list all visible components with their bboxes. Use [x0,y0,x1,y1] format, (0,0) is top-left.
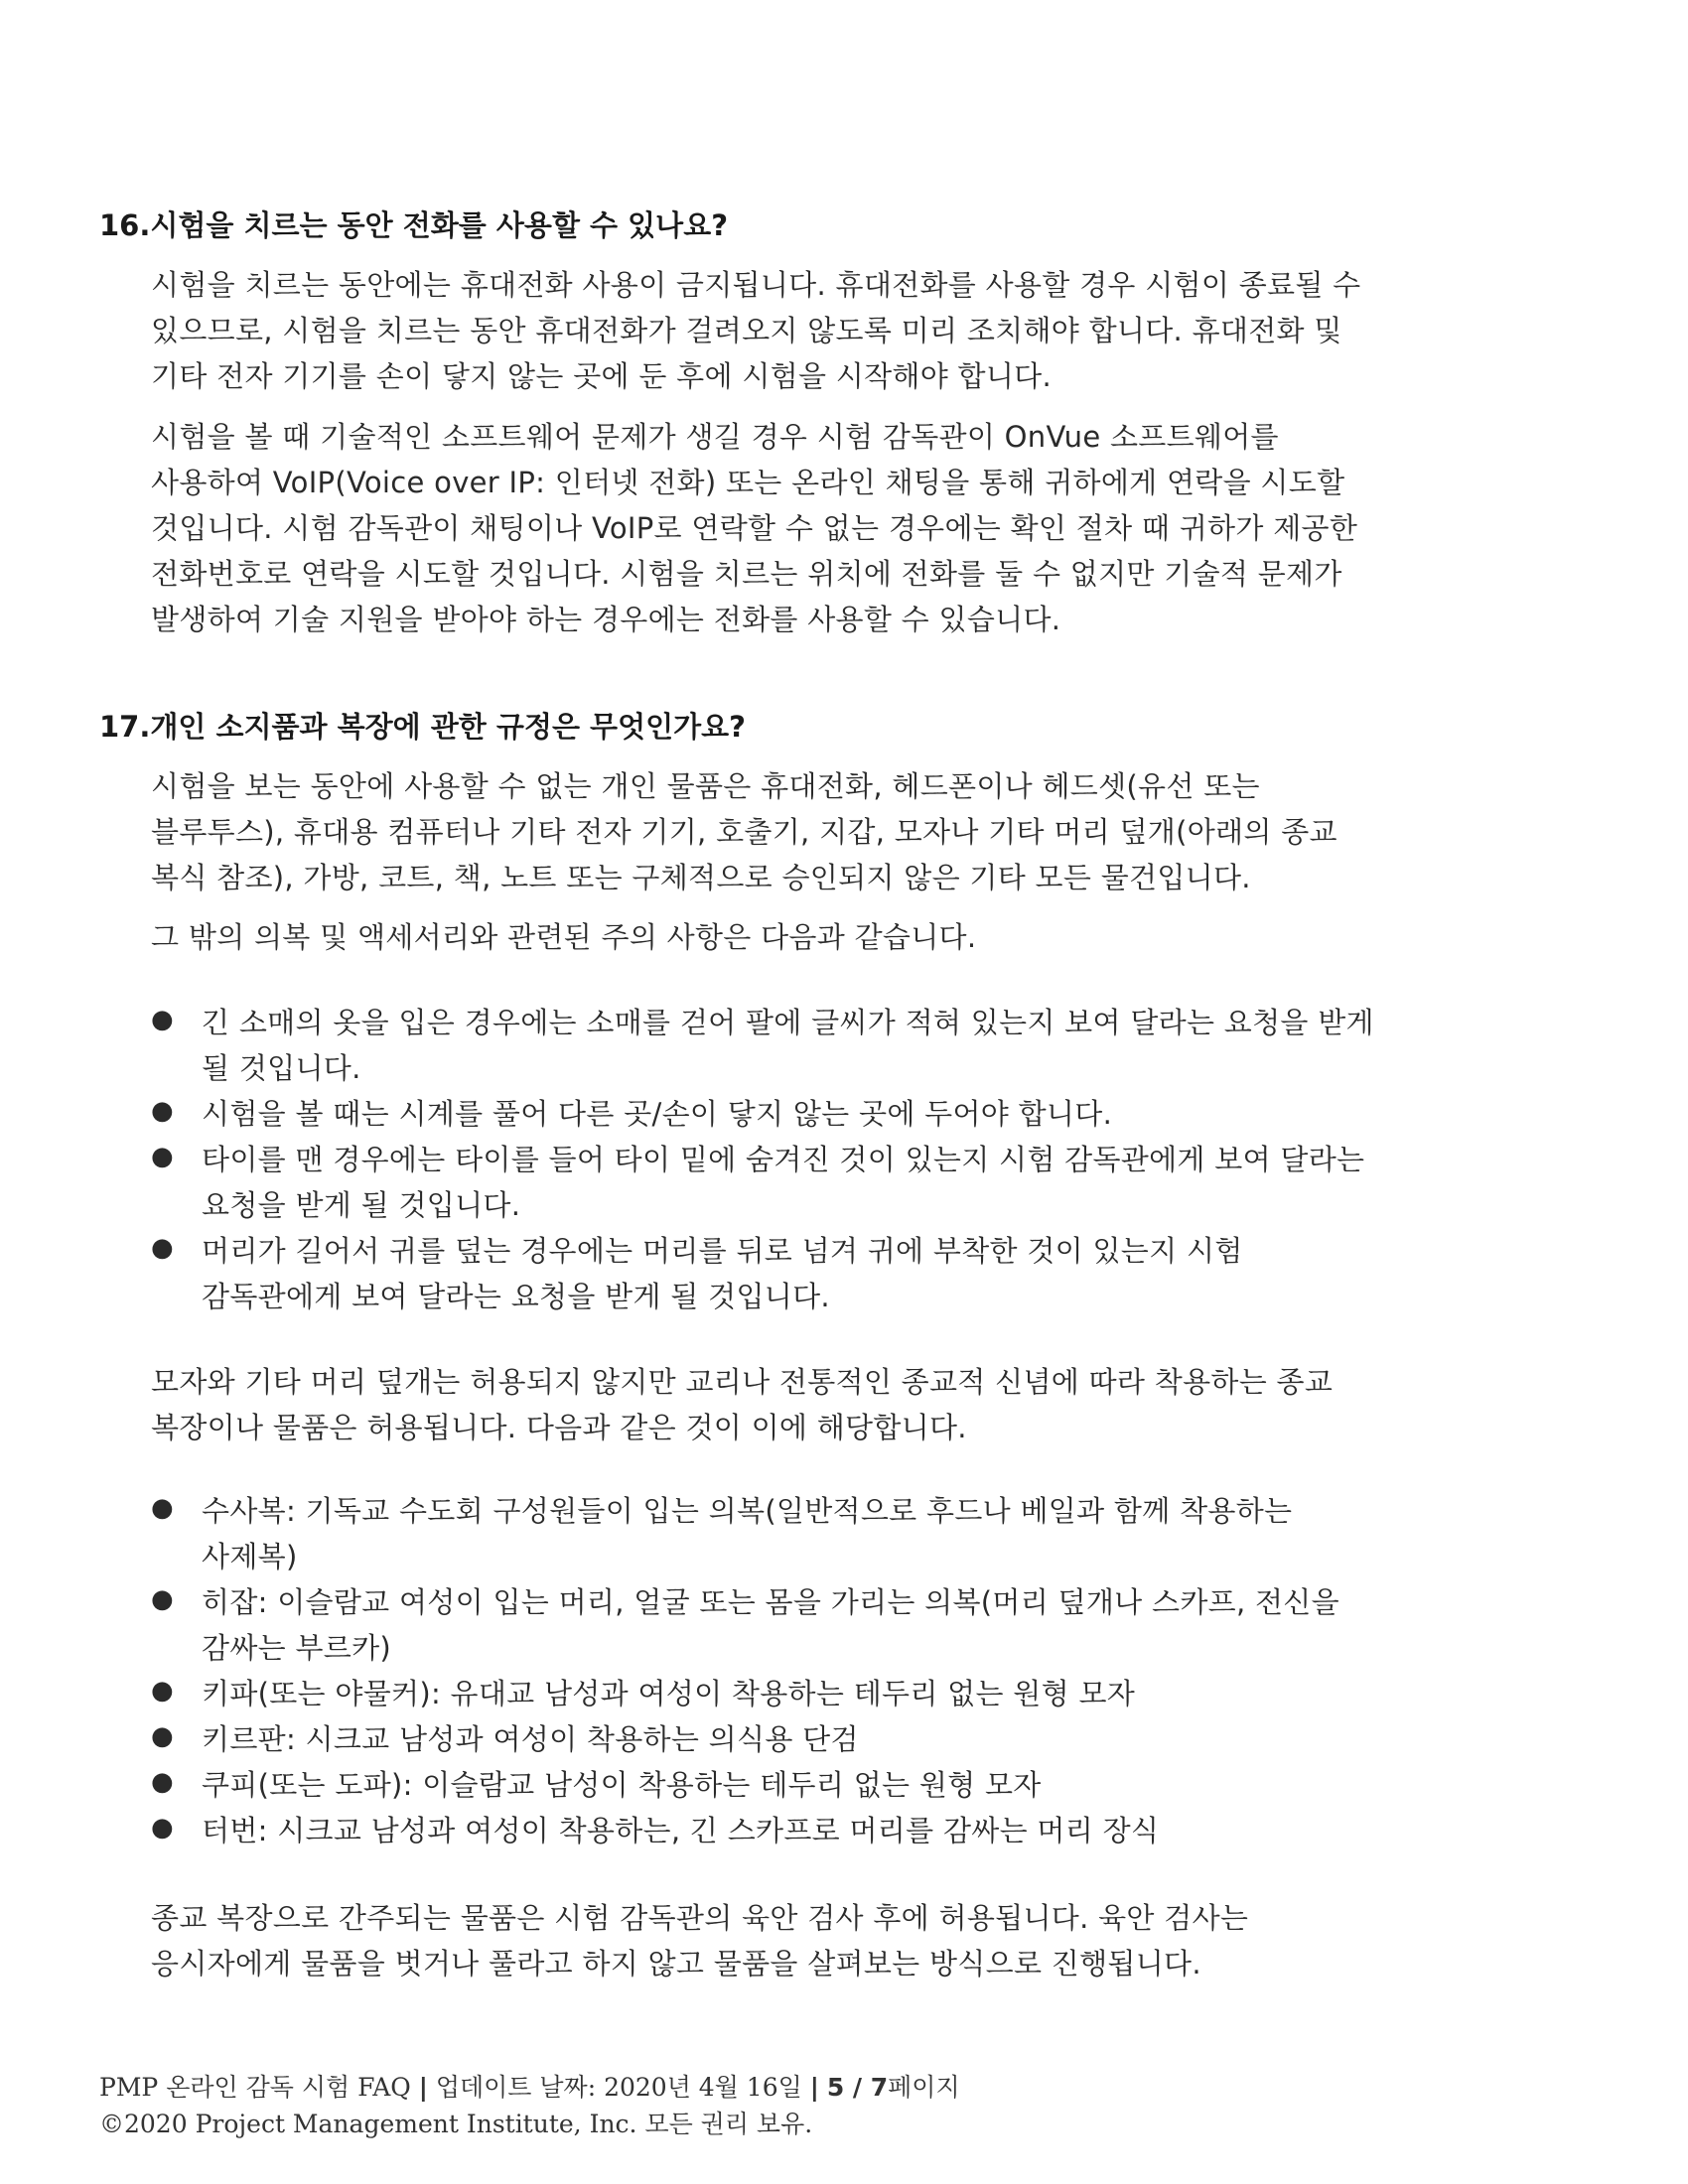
footer-updated-date: 업데이트 날짜: 2020년 4월 16일 [435,2073,802,2102]
list-item: 타이를 맨 경우에는 타이를 들어 타이 밑에 숨겨진 것이 있는지 시험 감독관에게 보여 달라는 [202,1143,1365,1176]
bullet-icon: ● [151,1096,174,1126]
list-item: 키르판: 시크교 남성과 여성이 착용하는 의식용 단검 [202,1722,859,1756]
list-item: 요청을 받게 될 것입니다. [202,1188,521,1222]
list-item: 사제복) [202,1540,298,1573]
footer-copyright: ©2020 Project Management Institute, Inc. 모든 권리 보유. [99,2110,813,2138]
list-item: 키파(또는 야물커): 유대교 남성과 여성이 착용하는 테두리 없는 원형 모자 [202,1677,1136,1710]
paragraph-line: 것입니다. 시험 감독관이 채팅이나 VoIP로 연락할 수 없는 경우에는 확인 절차 때 귀하가 제공한 [151,511,1358,545]
paragraph-line: 블루투스), 휴대용 컴퓨터나 기타 전자 기기, 호출기, 지갑, 모자나 기타 머리 덮개(아래의 종교 [151,815,1337,849]
question-number: 16. [99,208,151,242]
paragraph-line: 발생하여 기술 지원을 받아야 하는 경우에는 전화를 사용할 수 있습니다. [151,603,1061,636]
paragraph-line: 복식 참조), 가방, 코트, 책, 노트 또는 구체적으로 승인되지 않은 기타 모든 물건입니다. [151,861,1251,894]
paragraph-line: 전화번호로 연락을 시도할 것입니다. 시험을 치르는 위치에 전화를 둘 수 없지만 기술적 문제가 [151,557,1342,591]
list-item: 될 것입니다. [202,1051,361,1085]
list-item: 쿠피(또는 도파): 이슬람교 남성이 착용하는 테두리 없는 원형 모자 [202,1768,1042,1802]
bullet-icon: ● [151,1721,174,1751]
bullet-icon: ● [151,1676,174,1706]
footer-separator: | [418,2073,428,2102]
bullet-icon: ● [151,1233,174,1263]
paragraph-line: 시험을 보는 동안에 사용할 수 없는 개인 물품은 휴대전화, 헤드폰이나 헤드셋(유선 또는 [151,769,1260,803]
bullet-icon: ● [151,1005,174,1034]
bullet-icon: ● [151,1767,174,1797]
question-16-heading [99,204,728,244]
list-item: 감독관에게 보여 달라는 요청을 받게 될 것입니다. [202,1280,830,1313]
paragraph-line: 모자와 기타 머리 덮개는 허용되지 않지만 교리나 전통적인 종교적 신념에 따라 착용하는 종교 [151,1365,1334,1399]
paragraph-line: 있으므로, 시험을 치르는 동안 휴대전화가 걸려오지 않도록 미리 조치해야 합니다. 휴대전화 및 [151,314,1342,347]
bullet-icon: ● [151,1493,174,1523]
question-title: 개인 소지품과 복장에 관한 규정은 무엇인가요? [150,710,746,744]
bullet-icon: ● [151,1813,174,1843]
list-item: 감싸는 부르카) [202,1631,392,1665]
list-item: 터번: 시크교 남성과 여성이 착용하는, 긴 스카프로 머리를 감싸는 머리 장식 [202,1814,1160,1847]
paragraph-line: 복장이나 물품은 허용됩니다. 다음과 같은 것이 이에 해당합니다. [151,1411,967,1444]
list-item: 긴 소매의 옷을 입은 경우에는 소매를 걷어 팔에 글씨가 적혀 있는지 보여 달라는 요청을 받게 [202,1006,1374,1039]
footer-line-1 [99,2068,960,2104]
footer-separator: | [809,2073,819,2102]
bullet-icon: ● [151,1142,174,1171]
footer-page-number: 5 / 7 [826,2073,889,2102]
question-title: 시험을 치르는 동안 전화를 사용할 수 있나요? [150,208,729,242]
question-number: 17. [99,710,151,744]
bullet-icon: ● [151,1584,174,1614]
list-item: 머리가 길어서 귀를 덮는 경우에는 머리를 뒤로 넘겨 귀에 부착한 것이 있는지 시험 [202,1234,1243,1268]
paragraph-line: 사용하여 VoIP(Voice over IP: 인터넷 전화) 또는 온라인 채팅을 통해 귀하에게 연락을 시도할 [151,466,1345,499]
paragraph-line: 그 밖의 의복 및 액세서리와 관련된 주의 사항은 다음과 같습니다. [151,920,977,954]
list-item: 시험을 볼 때는 시계를 풀어 다른 곳/손이 닿지 않는 곳에 두어야 합니다. [202,1097,1113,1131]
paragraph-line: 시험을 볼 때 기술적인 소프트웨어 문제가 생길 경우 시험 감독관이 OnVue 소프트웨어를 [151,420,1279,454]
footer-doc-title: PMP 온라인 감독 시험 FAQ [99,2073,411,2102]
list-item: 수사복: 기독교 수도회 구성원들이 입는 의복(일반적으로 후드나 베일과 함께 착용하는 [202,1494,1293,1528]
paragraph-line: 시험을 치르는 동안에는 휴대전화 사용이 금지됩니다. 휴대전화를 사용할 경우 시험이 종료될 수 [151,268,1361,302]
paragraph-line: 응시자에게 물품을 벗거나 풀라고 하지 않고 물품을 살펴보는 방식으로 진행됩니다. [151,1947,1201,1980]
footer-page-suffix: 페이지 [888,2073,960,2102]
list-item: 히잡: 이슬람교 여성이 입는 머리, 얼굴 또는 몸을 가리는 의복(머리 덮개나 스카프, 전신을 [202,1585,1339,1619]
paragraph-line: 종교 복장으로 간주되는 물품은 시험 감독관의 육안 검사 후에 허용됩니다. 육안 검사는 [151,1901,1249,1935]
paragraph-line: 기타 전자 기기를 손이 닿지 않는 곳에 둔 후에 시험을 시작해야 합니다. [151,359,1053,393]
question-17-heading [99,705,746,746]
